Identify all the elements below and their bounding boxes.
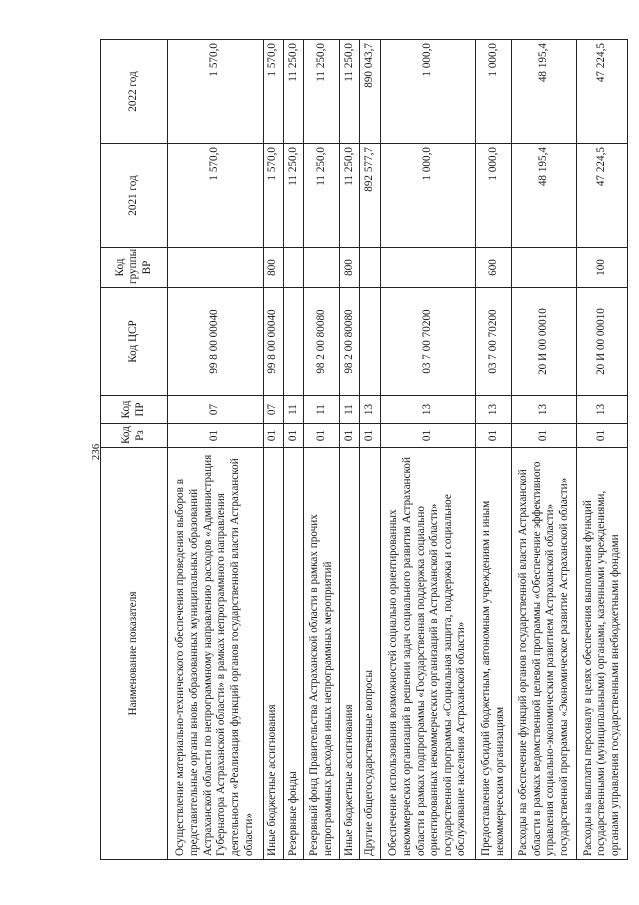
row-2022: 1 000,0	[380, 40, 476, 144]
table-row	[577, 40, 628, 860]
row-2021: 48 195,4	[511, 144, 577, 248]
header-csr: Код ЦСР	[101, 288, 168, 396]
row-csr: 99 8 00 00040	[168, 288, 264, 396]
row-name: Иные бюджетные ассигнования	[263, 448, 283, 860]
table-row	[168, 40, 264, 860]
row-2022: 1 000,0	[476, 40, 511, 144]
row-csr	[360, 288, 380, 396]
table-row	[283, 40, 303, 860]
row-2021: 1 000,0	[476, 144, 511, 248]
row-pr: 07	[263, 396, 283, 424]
row-rz: 01	[339, 424, 359, 448]
row-csr: 98 2 00 80080	[339, 288, 359, 396]
row-csr: 99 8 00 00040	[263, 288, 283, 396]
row-csr: 98 2 00 80080	[304, 288, 339, 396]
row-name: Осуществление материально-технического обеспечения проведения выборов в представительные органы вновь образованных муниципальных образований Астраханской области по непрограммному направлению расходов «Администрация Губернатора Астраханской области» в рамках непрограммного направления деятельности «Реализация функций органов государственной власти Астраханской области»	[168, 448, 264, 860]
row-pr: 13	[511, 396, 577, 424]
header-rz: Код Рз	[101, 424, 168, 448]
row-2021: 1 570,0	[263, 144, 283, 248]
row-2022: 890 043,7	[360, 40, 380, 144]
row-rz: 01	[168, 424, 264, 448]
row-vr	[283, 248, 303, 288]
row-csr: 03 7 00 70200	[476, 288, 511, 396]
row-name: Другие общегосударственные вопросы	[360, 448, 380, 860]
table-row	[476, 40, 511, 860]
table-row	[339, 40, 359, 860]
row-name: Резервный фонд Правительства Астраханской области в рамках прочих непрограммных расходов иных непрограммных мероприятий	[304, 448, 339, 860]
row-name: Предоставление субсидий бюджетным, автономным учреждениям и иным некоммерческим организациям	[476, 448, 511, 860]
row-2022: 11 250,0	[339, 40, 359, 144]
row-name: Обеспечение использования возможностей социально ориентированных некоммерческих организаций в решении задач социального развития Астраханской области в рамках подпрограммы «Государственная поддержка социально ориентированных некоммерческих организаций в Астраханской области» государственной программы «Социальная защита, поддержка и социальное обслуживание населения Астраханской области»	[380, 448, 476, 860]
row-vr	[168, 248, 264, 288]
row-csr: 03 7 00 70200	[380, 288, 476, 396]
row-rz: 01	[263, 424, 283, 448]
row-2021: 47 224,5	[577, 144, 628, 248]
row-csr: 20 И 00 00010	[511, 288, 577, 396]
row-vr	[360, 248, 380, 288]
row-rz: 01	[360, 424, 380, 448]
row-2022: 11 250,0	[283, 40, 303, 144]
rotated-page	[100, 40, 628, 860]
row-pr: 13	[476, 396, 511, 424]
row-pr: 11	[283, 396, 303, 424]
row-2021: 11 250,0	[283, 144, 303, 248]
row-pr: 13	[360, 396, 380, 424]
row-2021: 892 577,7	[360, 144, 380, 248]
row-name: Расходы на выплаты персоналу в целях обеспечения выполнения функций государственными (муниципальными) органами, казенными учреждениями, органами управления государственными внебюджетными фондами	[577, 448, 628, 860]
row-name: Иные бюджетные ассигнования	[339, 448, 359, 860]
row-2021: 1 570,0	[168, 144, 264, 248]
row-csr	[283, 288, 303, 396]
row-vr: 100	[577, 248, 628, 288]
table-row	[304, 40, 339, 860]
header-pr: Код ПР	[101, 396, 168, 424]
row-2021: 1 000,0	[380, 144, 476, 248]
row-rz: 01	[283, 424, 303, 448]
header-2022: 2022 год	[101, 40, 168, 144]
row-name: Расходы на обеспечение функций органов государственной власти Астраханской области в рамках ведомственной целевой программы «Обеспечение эффективного управления социально-экономическим развитием Астраханской области» государственной программы «Экономическое развитие Астраханской области»	[511, 448, 577, 860]
row-rz: 01	[380, 424, 476, 448]
row-2022: 48 195,4	[511, 40, 577, 144]
table-row	[263, 40, 283, 860]
row-vr	[304, 248, 339, 288]
page-number: 236	[90, 443, 102, 461]
table-row	[511, 40, 577, 860]
row-pr: 07	[168, 396, 264, 424]
row-vr: 800	[339, 248, 359, 288]
row-rz: 01	[476, 424, 511, 448]
row-2022: 1 570,0	[263, 40, 283, 144]
row-2021: 11 250,0	[339, 144, 359, 248]
row-vr	[380, 248, 476, 288]
row-vr: 800	[263, 248, 283, 288]
table-row	[380, 40, 476, 860]
header-name: Наименование показателя	[101, 448, 168, 860]
header-vr: Код группы ВР	[101, 248, 168, 288]
row-pr: 13	[380, 396, 476, 424]
row-vr	[511, 248, 577, 288]
budget-table	[100, 39, 628, 860]
table-header-row	[101, 40, 168, 860]
row-rz: 01	[511, 424, 577, 448]
row-2022: 47 224,5	[577, 40, 628, 144]
row-rz: 01	[577, 424, 628, 448]
row-name: Резервные фонды	[283, 448, 303, 860]
row-2021: 11 250,0	[304, 144, 339, 248]
row-pr: 11	[304, 396, 339, 424]
row-2022: 11 250,0	[304, 40, 339, 144]
row-rz: 01	[304, 424, 339, 448]
row-2022: 1 570,0	[168, 40, 264, 144]
header-2021: 2021 год	[101, 144, 168, 248]
row-csr: 20 И 00 00010	[577, 288, 628, 396]
table-row	[360, 40, 380, 860]
row-pr: 13	[577, 396, 628, 424]
row-pr: 11	[339, 396, 359, 424]
row-vr: 600	[476, 248, 511, 288]
